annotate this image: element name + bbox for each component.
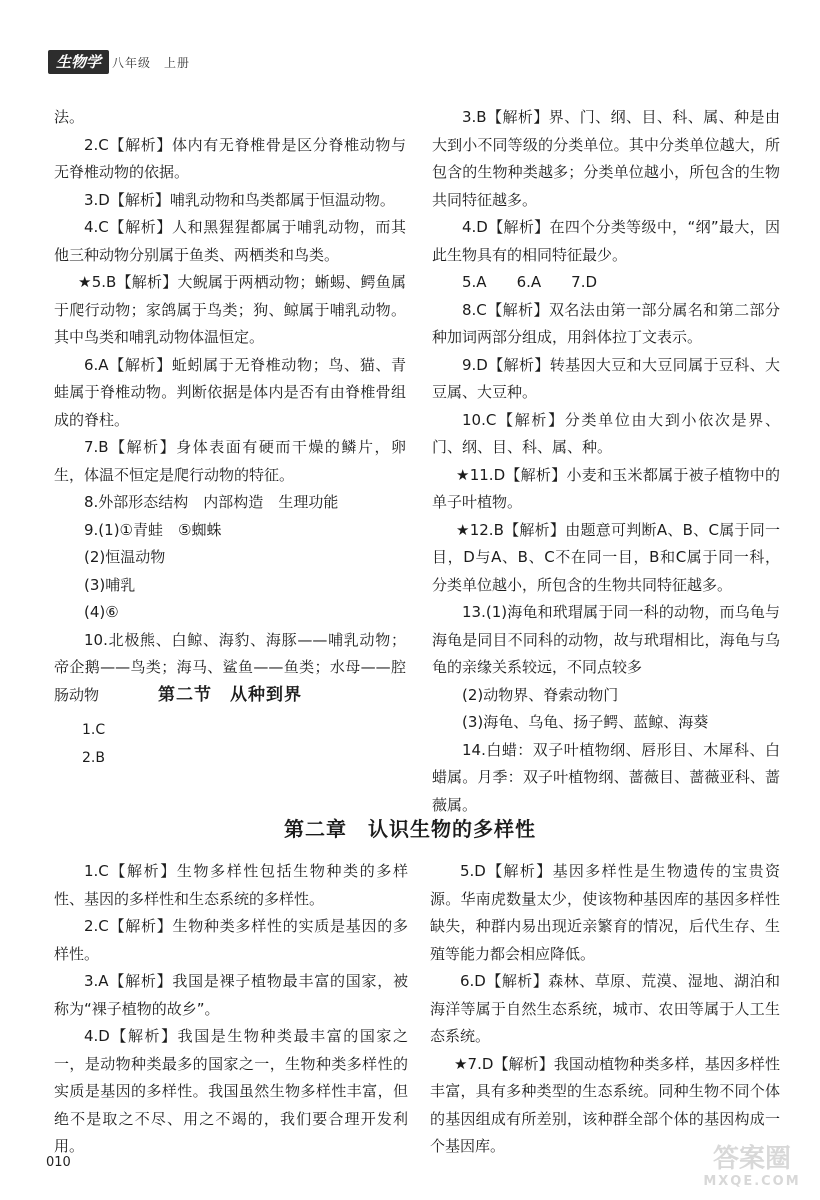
page-number: 010	[46, 1155, 71, 1170]
answer-item: (2)恒温动物	[84, 548, 166, 566]
answer-item: 13.(1)海龟和玳瑁属于同一科的动物，而乌龟与海龟是同目不同科的动物，故与玳瑁相比，海龟与乌龟的亲缘关系较远，不同点较多	[432, 603, 780, 676]
watermark-text: 答案圈	[712, 1144, 791, 1174]
answer-item: 2.B	[82, 750, 105, 766]
answer-item: (4)⑥	[84, 603, 119, 621]
answer-item: 9.(1)①青蛙 ⑤蜘蛛	[84, 520, 222, 539]
answer-item: 1.C	[82, 722, 106, 738]
answer-item: 1.C【解析】生物多样性包括生物种类的多样性、基因的多样性和生态系统的多样性。	[54, 862, 408, 908]
answer-item: ★5.B【解析】大鲵属于两栖动物；蜥蜴、鳄鱼属于爬行动物；家鸽属于鸟类；狗、鲸属于哺乳动物。其中鸟类和哺乳动物体温恒定。	[54, 273, 406, 346]
answer-item: 4.C【解析】人和黑猩猩都属于哺乳动物，而其他三种动物分别属于鱼类、两栖类和鸟类。	[54, 218, 406, 264]
answer-item: 9.D【解析】转基因大豆和大豆同属于豆科、大豆属、大豆种。	[432, 355, 780, 401]
answer-item: 6.A【解析】蚯蚓属于无脊椎动物；鸟、猫、青蛙属于脊椎动物。判断依据是体内是否有由脊椎骨组成的脊柱。	[54, 355, 406, 429]
section-title: 第二节 从种到界	[158, 685, 302, 705]
answer-item: 10.北极熊、白鲸、海豹、海豚——哺乳动物；帝企鹅——鸟类；海马、鲨鱼——鱼类；水母——腔肠动物	[54, 630, 406, 704]
answer-item: 2.C【解析】体内有无脊椎骨是区分脊椎动物与无脊椎动物的依据。	[54, 135, 406, 181]
subject-logo: 生物学	[48, 50, 109, 74]
page-header	[48, 50, 248, 76]
watermark-domain: MXQE.COM	[703, 1174, 801, 1189]
left-column-bottom	[54, 858, 408, 1161]
watermark-logo	[702, 1138, 802, 1190]
grade-label: 八年级 上册	[112, 56, 191, 70]
answer-item: 6.D【解析】森林、草原、荒漠、湿地、湖泊和海洋等属于自然生态系统，城市、农田等属于人工生态系统。	[430, 972, 780, 1045]
right-column-bottom	[430, 858, 780, 1161]
answer-item: ★12.B【解析】由题意可判断A、B、C属于同一目，D与A、B、C不在同一目，B和C属于同一科，分类单位越小，所包含的生物共同特征越多。	[432, 520, 780, 594]
answer-item: (2)动物界、脊索动物门	[462, 685, 619, 704]
answer-item: 4.D【解析】我国是生物种类最丰富的国家之一，是动物种类最多的国家之一，生物种类多样性的实质是基因的多样性。我国虽然生物多样性丰富，但绝不是取之不尽、用之不竭的，我们要合理开发利用。	[54, 1027, 408, 1155]
answer-item: (3)海龟、乌龟、扬子鳄、蓝鲸、海葵	[462, 713, 709, 731]
answer-item: 5.D【解析】基因多样性是生物遗传的宝贵资源。华南虎数量太少，使该物种基因库的基因多样性缺失，种群内易出现近亲繁育的情况，后代生存、生殖等能力都会相应降低。	[430, 862, 780, 963]
answer-item: 8.外部形态结构 内部构造 生理功能	[84, 493, 339, 511]
answer-item: (3)哺乳	[84, 575, 136, 594]
answer-item: 2.C【解析】生物种类多样性的实质是基因的多样性。	[54, 917, 408, 963]
answer-item: 7.B【解析】身体表面有硬而干燥的鳞片，卵生，体温不恒定是爬行动物的特征。	[54, 438, 406, 484]
answer-item: 3.A【解析】我国是裸子植物最丰富的国家，被称为“裸子植物的故乡”。	[54, 972, 408, 1018]
right-column-top	[432, 104, 780, 819]
answer-item: ★11.D【解析】小麦和玉米都属于被子植物中的单子叶植物。	[432, 465, 780, 511]
answer-item: 3.B【解析】界、门、纲、目、科、属、种是由大到小不同等级的分类单位。其中分类单位越大，所包含的生物种类越多；分类单位越小，所包含的生物共同特征越多。	[432, 108, 780, 209]
answer-item: ★7.D【解析】我国动植物种类多样，基因多样性丰富，具有多种类型的生态系统。同种生物不同个体的基因组成有所差别，该种群全部个体的基因构成一个基因库。	[430, 1054, 780, 1155]
answer-item: 3.D【解析】哺乳动物和鸟类都属于恒温动物。	[84, 190, 395, 209]
answer-item: 14.白蜡：双子叶植物纲、唇形目、木犀科、白蜡属。月季：双子叶植物纲、蔷薇目、蔷薇亚科、蔷薇属。	[432, 740, 780, 814]
chapter-title: 第二章 认识生物的多样性	[284, 817, 536, 841]
answer-item: 5.A 6.A 7.D	[462, 273, 598, 291]
answer-item: 10.C【解析】分类单位由大到小依次是界、门、纲、目、科、属、种。	[432, 410, 780, 456]
left-column-top	[54, 104, 406, 709]
answer-item: 4.D【解析】在四个分类等级中，“纲”最大，因此生物具有的相同特征最少。	[432, 218, 780, 264]
answer-item: 8.C【解析】双名法由第一部分属名和第二部分种加词两部分组成，用斜体拉丁文表示。	[432, 300, 780, 346]
answer-item: 法。	[54, 108, 85, 126]
